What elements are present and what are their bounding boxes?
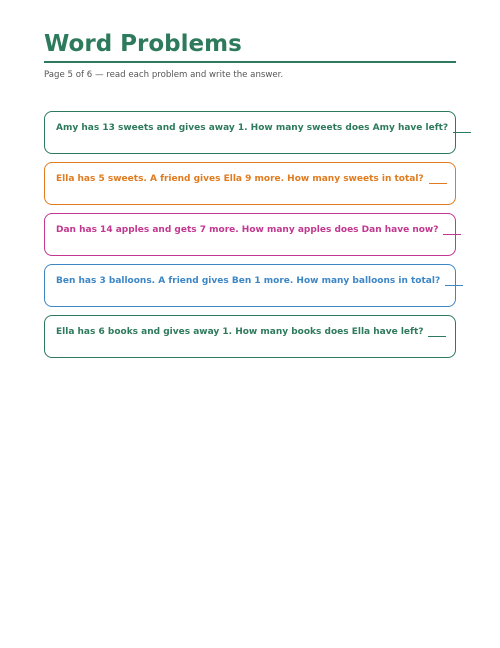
page-instructions: Page 5 of 6 — read each problem and write the answer.: [44, 70, 284, 80]
answer-line[interactable]: [428, 336, 446, 337]
answer-line[interactable]: [429, 183, 447, 184]
problem-card: [44, 162, 456, 205]
problem-card: [44, 111, 456, 154]
problem-text: Ella has 6 books and gives away 1. How many books does Ella have left?: [56, 327, 424, 337]
problem-card: [44, 315, 456, 358]
problem-card: [44, 264, 456, 307]
problem-card: [44, 213, 456, 256]
problem-text: Dan has 14 apples and gets 7 more. How many apples does Dan have now?: [56, 225, 439, 235]
problem-text: Ben has 3 balloons. A friend gives Ben 1 more. How many balloons in total?: [56, 276, 441, 286]
problem-list: [44, 111, 456, 366]
answer-line[interactable]: [453, 132, 471, 133]
title-divider: [44, 61, 456, 63]
answer-line[interactable]: [443, 234, 461, 235]
problem-text: Ella has 5 sweets. A friend gives Ella 9 more. How many sweets in total?: [56, 174, 424, 184]
problem-text: Amy has 13 sweets and gives away 1. How many sweets does Amy have left?: [56, 123, 449, 133]
answer-line[interactable]: [445, 285, 463, 286]
page-title: Word Problems: [44, 31, 242, 57]
